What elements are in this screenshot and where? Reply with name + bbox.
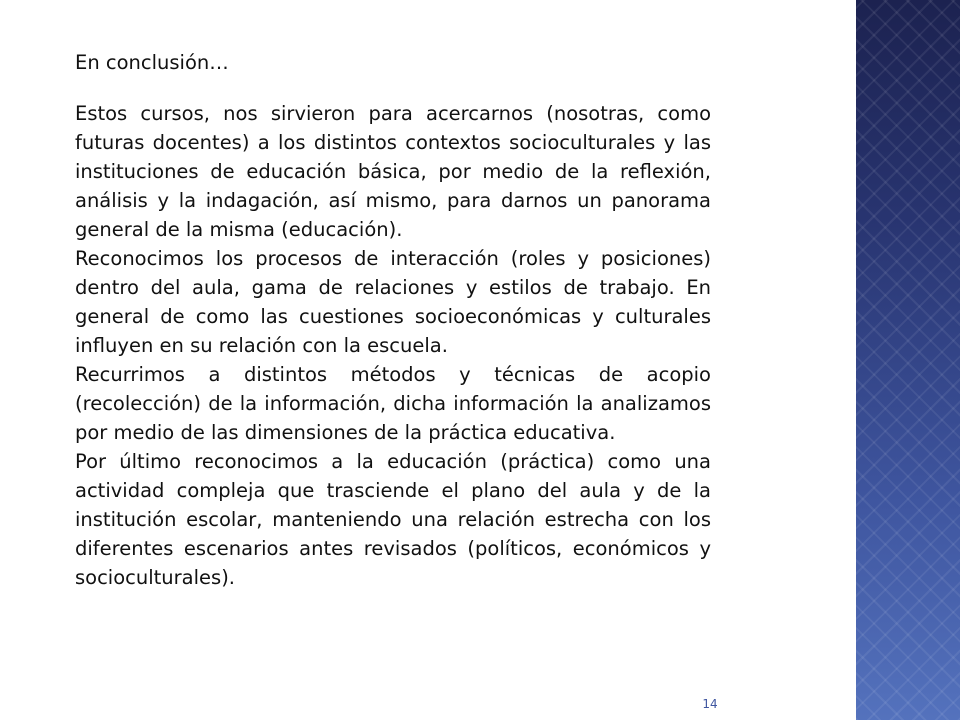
- slide-heading: En conclusión…: [75, 51, 229, 74]
- paragraph-4: Por último reconocimos a la educación (práctica) como una actividad compleja que trasciende el plano del aula y de la institución escolar, manteniendo una relación estrecha con los diferentes escenarios antes revisados (políticos, económicos y socioculturales).: [75, 450, 711, 589]
- paragraph-2: Reconocimos los procesos de interacción (roles y posiciones) dentro del aula, gama de relaciones y estilos de trabajo. En general de como las cuestiones socioeconómicas y culturales influyen en su relación con la escuela.: [75, 247, 711, 357]
- slide-content: [75, 48, 711, 592]
- page-number: 14: [702, 697, 718, 711]
- paragraph-3: Recurrimos a distintos métodos y técnicas de acopio (recolección) de la información, dicha información la analizamos por medio de las dimensiones de la práctica educativa.: [75, 363, 711, 444]
- paragraph-1: Estos cursos, nos sirvieron para acercarnos (nosotras, como futuras docentes) a los distintos contextos socioculturales y las instituciones de educación básica, por medio de la reflexión, análisis y la indagación, así mismo, para darnos un panorama general de la misma (educación).: [75, 102, 711, 241]
- decorative-side-panel: [856, 0, 960, 720]
